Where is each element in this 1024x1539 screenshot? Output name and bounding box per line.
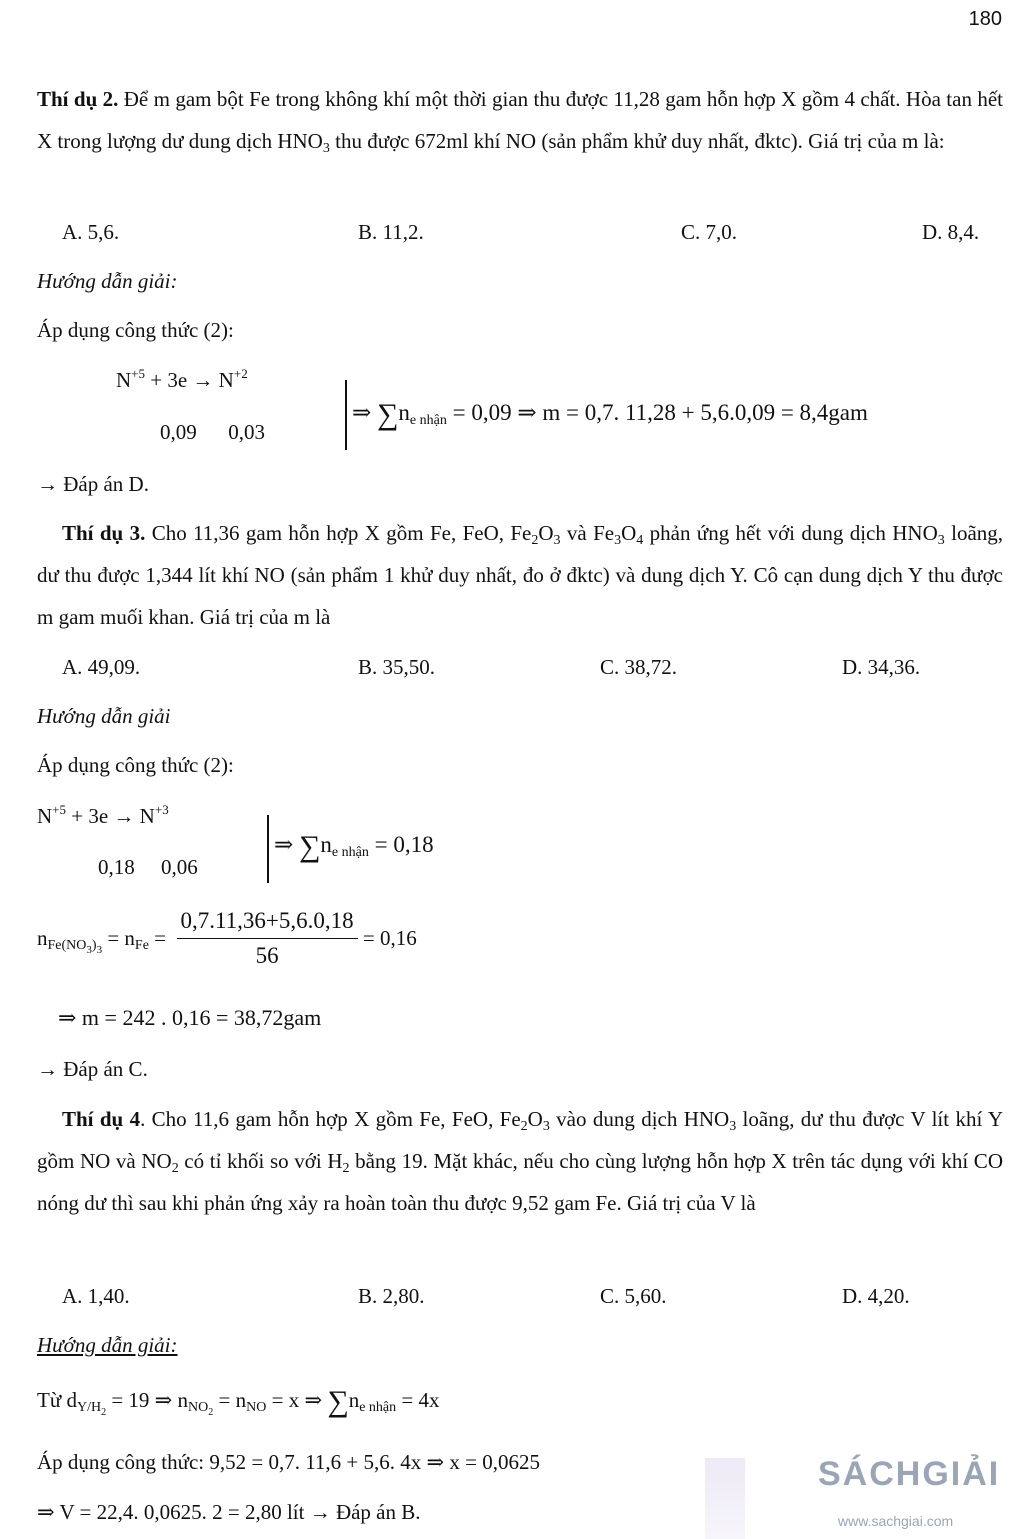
ex3-result-equation: ⇒ $\sum n_{e nhận} = 0,18$	[274, 830, 434, 863]
ex4-option-c: C. 5,60.	[600, 1284, 667, 1308]
watermark-logo: SÁCHGIẢI	[818, 1455, 1001, 1493]
example-2-label: Thí dụ 2.	[37, 87, 119, 111]
ex3-option-a: A. 49,09.	[62, 655, 141, 679]
fraction: $\frac{0,7.11,36+5,6.0,18}{56}$	[177, 908, 358, 969]
ex3-reaction-values: 0,18 0,06	[98, 855, 198, 879]
ex2-reaction: $N^{+5} + 3e \to N^{+2}$	[116, 366, 248, 392]
ex3-fraction-equation: $n_{Fe(NO_3)_3} = n_{Fe}$ = $\frac{0,7.11,36+5,6.0,18}{56}$ = 0,16	[37, 908, 417, 968]
ex4-option-a: A. 1,40.	[62, 1284, 130, 1308]
ex4-line-3: ⇒ V = 22,4. 0,0625. 2 = 2,80 lít → Đáp án B.	[37, 1500, 421, 1524]
ex2-option-d: D. 8,4.	[922, 220, 980, 244]
ex3-answer: → Đáp án C.	[37, 1057, 148, 1081]
ex3-brace	[267, 815, 269, 883]
ex4-option-b: B. 2,80.	[358, 1284, 425, 1308]
example-2-text: Để m gam bột Fe trong không khí một thời gian thu được 11,28 gam hỗn hợp X gồm 4 chất. Hòa tan hết X trong lượng dư dung dịch HNO	[37, 87, 1003, 153]
ex3-option-c: C. 38,72.	[600, 655, 678, 679]
example-2-text-cont: thu được 672ml khí NO (sản phẩm khử duy nhất, đktc). Giá trị của m là:	[329, 129, 945, 153]
page-number: 180	[968, 8, 1002, 30]
ex2-result-equation: ⇒ $\sum n_{e nhận} = 0,09$ ⇒ m = 0,7. 11,28 + 5,6.0,09 = 8,4gam	[352, 398, 868, 431]
ex4-line-1: Từ $d_{Y/H_2} = 19$ ⇒ $n_{NO_2} = n_{NO} = x$ ⇒ $\sum n_{e nhận} = 4x$	[37, 1385, 440, 1418]
example-2-problem	[37, 78, 1003, 162]
ex2-reaction-values: 0,09 0,03	[160, 420, 265, 444]
ex2-option-b: B. 11,2.	[358, 220, 424, 244]
watermark-decoration	[705, 1458, 745, 1539]
ex2-option-c: C. 7,0.	[681, 220, 738, 244]
ex3-option-b: B. 35,50.	[358, 655, 436, 679]
watermark-url: www.sachgiai.com	[838, 1513, 954, 1529]
example-3-label: Thí dụ 3.	[62, 521, 146, 545]
ex3-guide-heading: Hướng dẫn giải	[37, 704, 171, 728]
example-3-problem: Thí dụ 3. Cho 11,36 gam hỗn hợp X gồm Fe, FeO, $Fe_2O_3$ và $Fe_3O_4$ phản ứng hết với dung dịch $HNO_3$ loãng, dư thu được 1,344 lít khí NO (sản phẩm 1 khử duy nhất, đo ở đktc) và dung dịch Y. Cô cạn dung dịch Y thu được m gam muối khan. Giá trị của m là	[37, 521, 1004, 629]
ex2-answer: → Đáp án D.	[37, 472, 149, 496]
ex2-apply-formula: Áp dụng công thức (2):	[37, 318, 234, 342]
ex3-reaction: $N^{+5} + 3e \to N^{+3}$	[37, 802, 169, 828]
ex3-option-d: D. 34,36.	[842, 655, 921, 679]
ex3-apply-formula: Áp dụng công thức (2):	[37, 753, 234, 777]
example-4-label: Thí dụ 4	[62, 1107, 141, 1131]
example-4-problem: Thí dụ 4. Cho 11,6 gam hỗn hợp X gồm Fe, FeO, $Fe_2O_3$ vào dung dịch $HNO_3$ loãng, dư thu được V lít khí Y gồm NO và $NO_2$ có tỉ khối so với $H_2$ bằng 19. Mặt khác, nếu cho cùng lượng hỗn hợp X trên tác dụng với khí CO nóng dư thì sau khi phản ứng xảy ra hoàn toàn thu được 9,52 gam Fe. Giá trị của V là	[37, 1107, 1004, 1215]
ex3-mass-line: ⇒ m = 242 . 0,16 = 38,72gam	[58, 1005, 322, 1030]
ex2-option-a: A. 5,6.	[62, 220, 120, 244]
ex4-guide-heading: Hướng dẫn giải:	[37, 1333, 178, 1357]
ex2-brace	[345, 380, 347, 450]
ex4-option-d: D. 4,20.	[842, 1284, 910, 1308]
subscript: 3	[322, 141, 330, 156]
ex2-guide-heading: Hướng dẫn giải:	[37, 269, 178, 293]
ex4-line-2: Áp dụng công thức: 9,52 = 0,7. 11,6 + 5,6. 4x ⇒ x = 0,0625	[37, 1450, 540, 1474]
